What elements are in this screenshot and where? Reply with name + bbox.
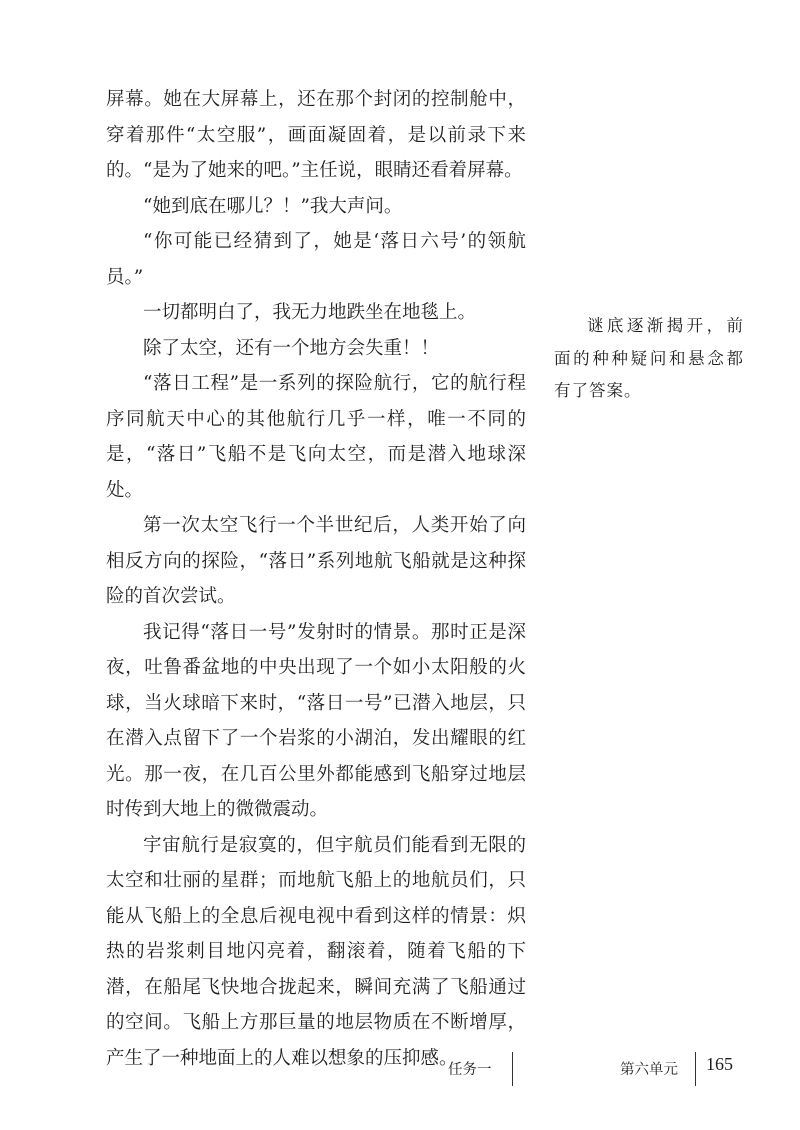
page-number: 165 bbox=[706, 1054, 733, 1074]
footer-divider bbox=[695, 1052, 696, 1086]
footer-divider bbox=[512, 1052, 513, 1086]
paragraph-9: 宇宙航行是寂寞的，但宇航员们能看到无限的太空和壮丽的星群；而地航飞船上的地航员们，只能从飞船上的全息后视电视中看到这样的情景：炽热的岩浆刺目地闪亮着，翻滚着，随着飞船的下潜，在船尾飞快地合拢起来，瞬间充满了飞船通过的空间。飞船上方那巨量的地层物质在不断增厚，产生了一种地面上的人难以想象的压抑感。 bbox=[106, 834, 526, 1069]
paragraph-1: 屏幕。她在大屏幕上，还在那个封闭的控制舱中，穿着那件“太空服”，画面凝固着，是以前录下来的。“是为了她来的吧。”主任说，眼睛还看着屏幕。 bbox=[106, 89, 526, 181]
margin-annotation bbox=[554, 310, 744, 408]
paragraph-8: 我记得“落日一号”发射时的情景。那时正是深夜，吐鲁番盆地的中央出现了一个如小太阳般的火球，当火球暗下来时，“落日一号”已潜入地层，只在潜入点留下了一个岩浆的小湖泊，发出耀眼的红光。那一夜，在几百公里外都能感到飞船穿过地层时传到大地上的微微震动。 bbox=[106, 621, 526, 820]
margin-annotation-text: 谜底逐渐揭开，前面的种种疑问和悬念都有了答案。 bbox=[554, 316, 744, 400]
main-text-column bbox=[106, 82, 526, 1076]
paragraph-3: “你可能已经猜到了，她是‘落日六号’的领航员。” bbox=[106, 231, 526, 288]
paragraph-2: “她到底在哪儿？！”我大声问。 bbox=[143, 195, 403, 217]
paragraph-5: 除了太空，还有一个地方会失重！！ bbox=[143, 337, 440, 359]
footer-task-label: 任务一 bbox=[448, 1062, 492, 1078]
footer-unit-label: 第六单元 bbox=[620, 1062, 678, 1078]
paragraph-4: 一切都明白了，我无力地跌坐在地毯上。 bbox=[143, 302, 477, 323]
paragraph-7: 第一次太空飞行一个半世纪后，人类开始了向相反方向的探险，“落日”系列地航飞船就是这种探险的首次尝试。 bbox=[106, 515, 526, 607]
paragraph-6: “落日工程”是一系列的探险航行，它的航行程序同航天中心的其他航行几乎一样，唯一不同的是，“落日”飞船不是飞向太空，而是潜入地球深处。 bbox=[106, 373, 526, 501]
